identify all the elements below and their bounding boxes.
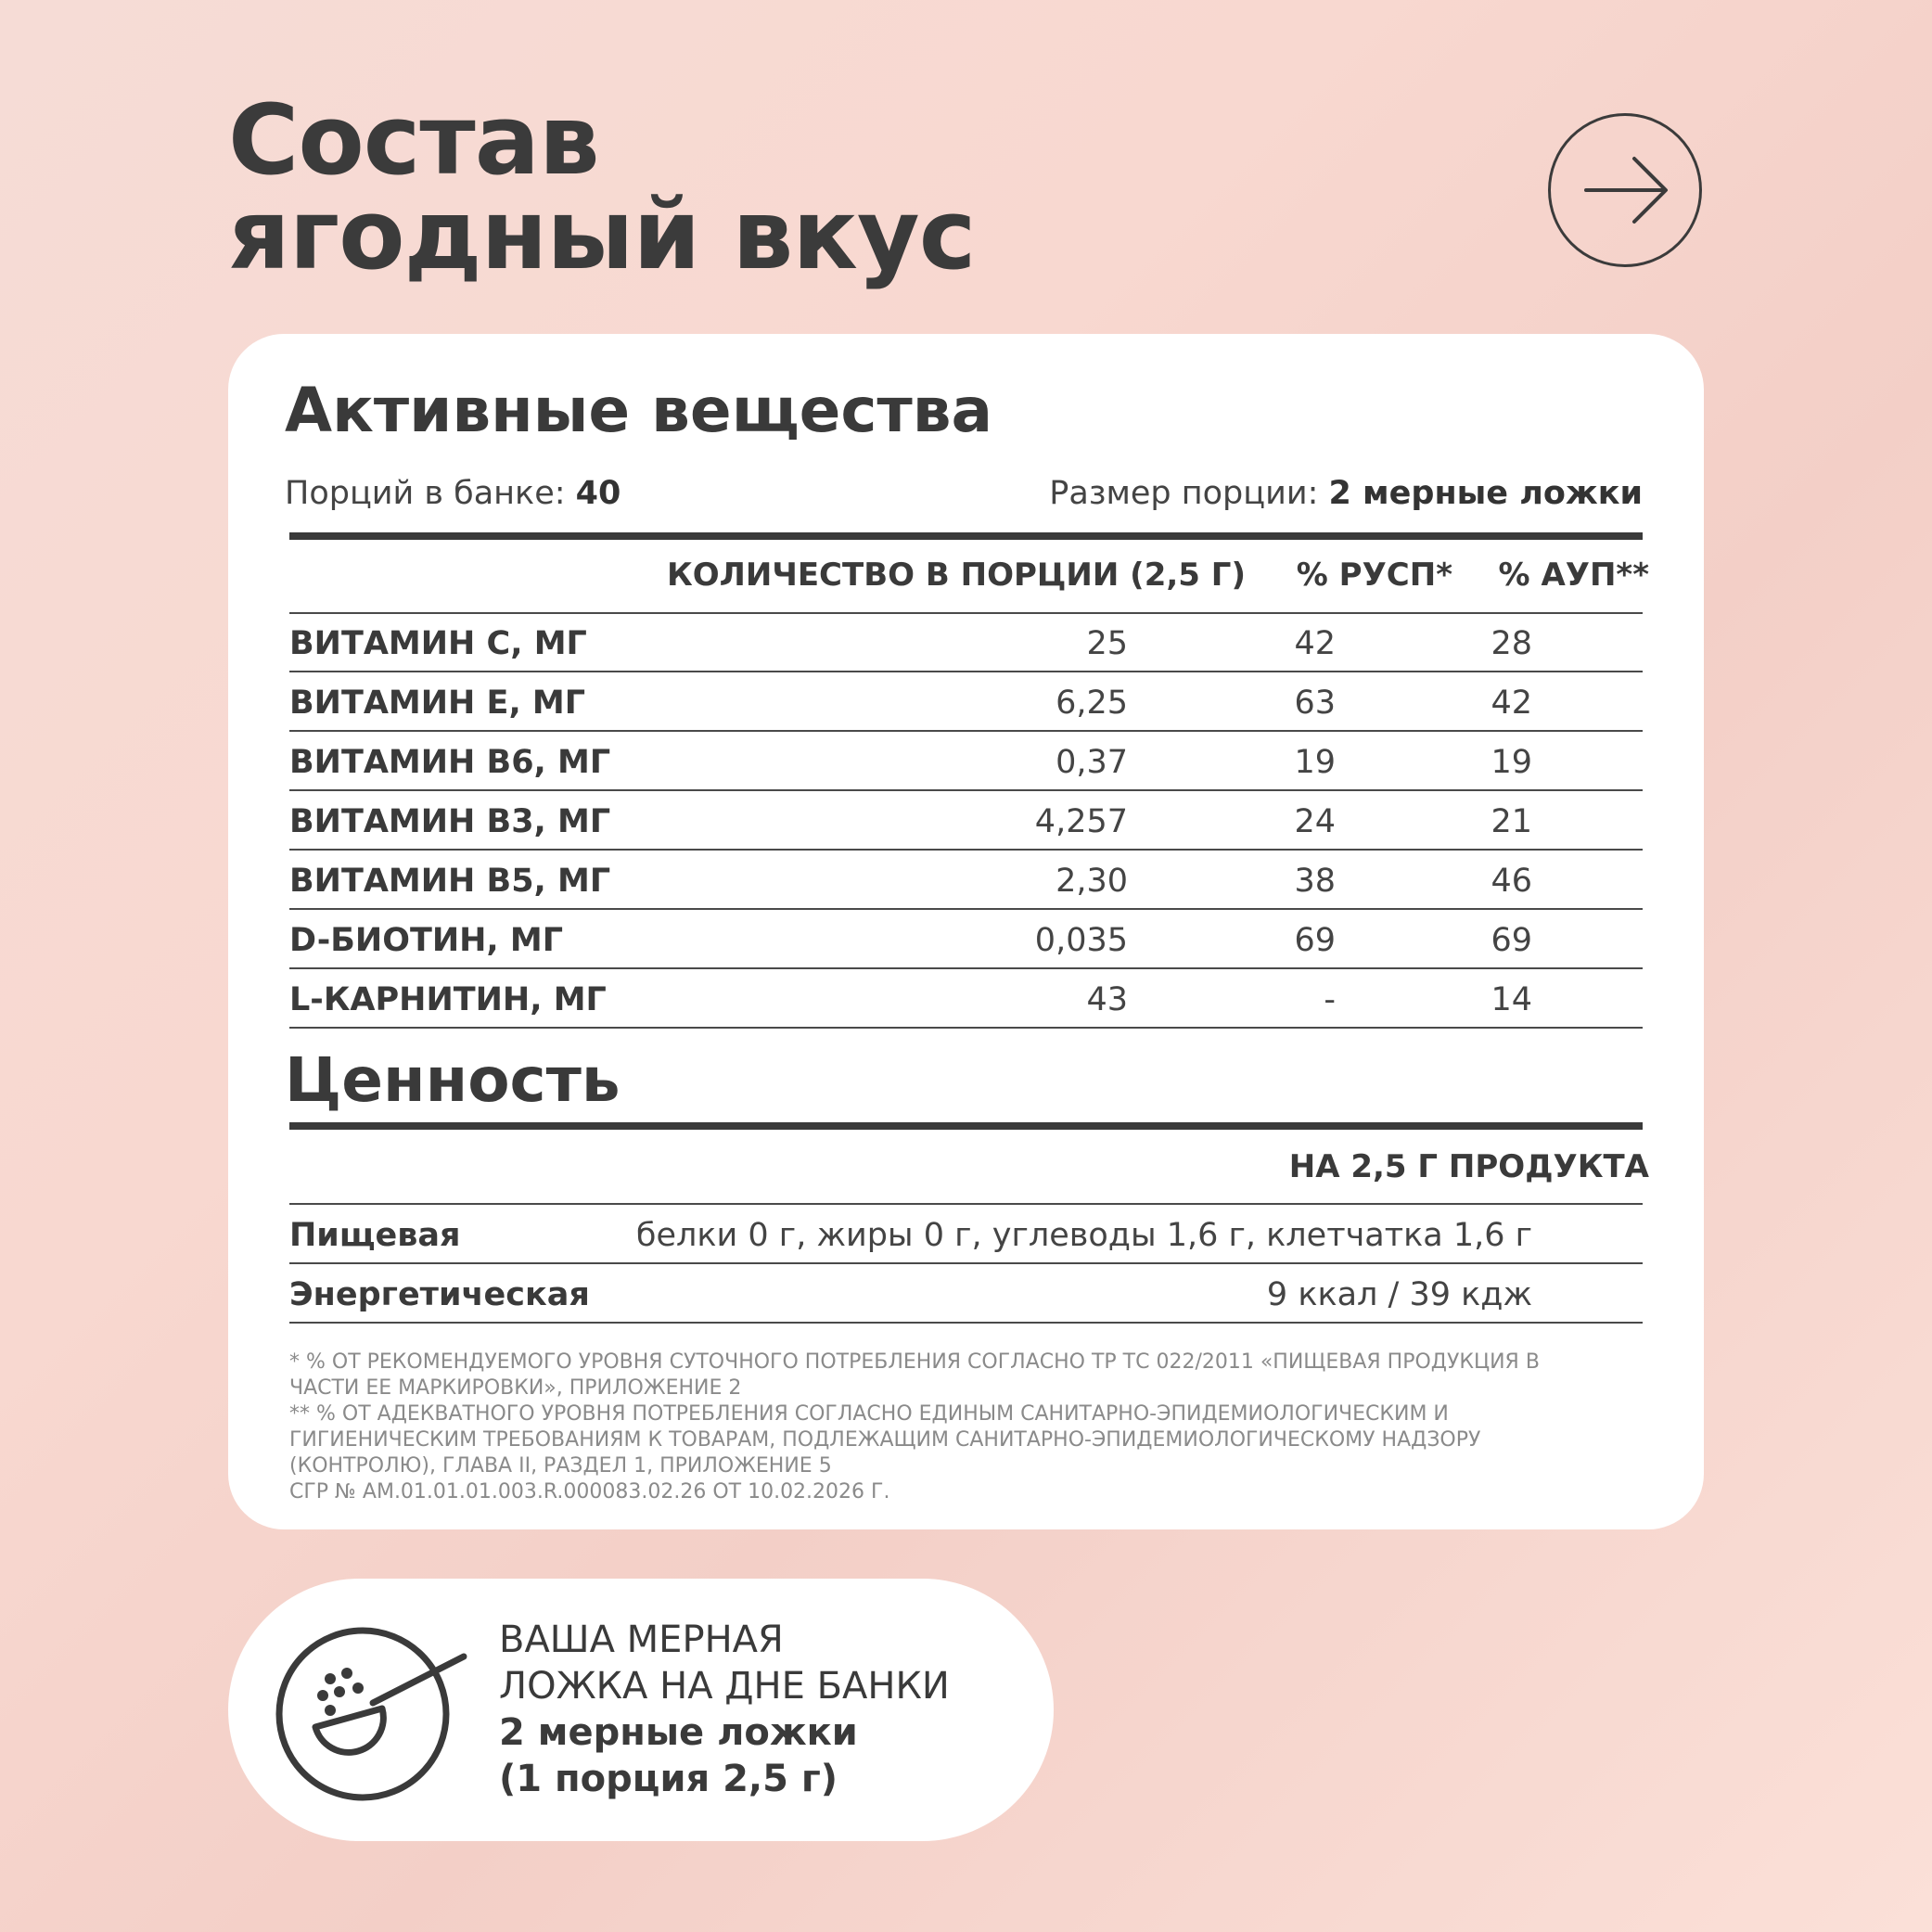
nutrient-aup: 28 bbox=[1491, 625, 1532, 662]
nutrient-name: D-БИОТИН, МГ bbox=[289, 922, 564, 959]
column-header-rusp: % РУСП* bbox=[1296, 557, 1452, 594]
nutrient-amount: 0,37 bbox=[1056, 744, 1128, 781]
measuring-spoon-icon bbox=[275, 1616, 479, 1810]
nutrient-amount: 6,25 bbox=[1056, 685, 1128, 722]
servings-value: 40 bbox=[575, 475, 621, 512]
active-substances-title: Активные вещества bbox=[285, 375, 993, 446]
table-divider bbox=[289, 789, 1643, 791]
table-divider bbox=[289, 730, 1643, 732]
nutrient-amount: 43 bbox=[1086, 981, 1128, 1018]
page-title bbox=[228, 83, 976, 291]
nutrient-amount: 25 bbox=[1086, 625, 1128, 662]
arrow-right-icon bbox=[1551, 116, 1699, 264]
nutrient-aup: 14 bbox=[1491, 981, 1532, 1018]
table-divider bbox=[289, 671, 1643, 672]
serving-size-value: 2 мерные ложки bbox=[1328, 475, 1643, 512]
table-row bbox=[289, 974, 1649, 1033]
table-row bbox=[289, 1269, 1649, 1328]
nutrient-rusp: 38 bbox=[1294, 863, 1336, 900]
footnote-line: (КОНТРОЛЮ), ГЛАВА II, РАЗДЕЛ 1, ПРИЛОЖЕНИЕ 5 bbox=[289, 1454, 832, 1478]
value-amount: 9 ккал / 39 кдж bbox=[1266, 1276, 1532, 1313]
nutrient-amount: 0,035 bbox=[1034, 922, 1128, 959]
table-divider bbox=[289, 908, 1643, 910]
value-name: Энергетическая bbox=[289, 1276, 590, 1313]
table-row bbox=[289, 618, 1649, 677]
page-title-line1: Состав bbox=[228, 83, 599, 197]
nutrient-rusp: 19 bbox=[1294, 744, 1336, 781]
scoop-line3: 2 мерные ложки bbox=[499, 1711, 858, 1754]
scoop-line2: ЛОЖКА НА ДНЕ БАНКИ bbox=[499, 1665, 950, 1708]
nutrient-aup: 21 bbox=[1491, 803, 1532, 840]
nutrient-rusp: 69 bbox=[1294, 922, 1336, 959]
serving-size bbox=[1049, 475, 1643, 512]
table-divider bbox=[289, 1203, 1643, 1205]
nutrient-aup: 42 bbox=[1491, 685, 1532, 722]
table-row bbox=[289, 677, 1649, 736]
footnotes bbox=[289, 1350, 1653, 1505]
footnote-line: ** % ОТ АДЕКВАТНОГО УРОВНЯ ПОТРЕБЛЕНИЯ СОГЛАСНО ЕДИНЫМ САНИТАРНО-ЭПИДЕМИОЛОГИЧЕСКИМ И bbox=[289, 1402, 1449, 1426]
nutrient-rusp: 24 bbox=[1294, 803, 1336, 840]
scoop-line1: ВАША МЕРНАЯ bbox=[499, 1619, 784, 1661]
footnote-line: ГИГИЕНИЧЕСКИМ ТРЕБОВАНИЯМ К ТОВАРАМ, ПОДЛЕЖАЩИМ САНИТАРНО-ЭПИДЕМИОЛОГИЧЕСКОМУ НАДЗОРУ bbox=[289, 1428, 1481, 1452]
table-divider bbox=[289, 967, 1643, 969]
nutrient-aup: 69 bbox=[1491, 922, 1532, 959]
scoop-line4: (1 порция 2,5 г) bbox=[499, 1758, 838, 1800]
table-divider bbox=[289, 1027, 1643, 1029]
table-divider bbox=[289, 849, 1643, 851]
nutrient-rusp: - bbox=[1324, 981, 1336, 1018]
table-row bbox=[289, 736, 1649, 796]
nutrient-name: ВИТАМИН Е, МГ bbox=[289, 685, 586, 722]
scoop-info-text bbox=[499, 1617, 950, 1802]
value-top-divider bbox=[289, 1122, 1643, 1130]
column-header-per-product: НА 2,5 Г ПРОДУКТА bbox=[1288, 1148, 1649, 1185]
table-row bbox=[289, 915, 1649, 974]
table-row bbox=[289, 855, 1649, 915]
table-divider bbox=[289, 1322, 1643, 1324]
servings-per-container bbox=[285, 475, 621, 512]
footnote-line: * % ОТ РЕКОМЕНДУЕМОГО УРОВНЯ СУТОЧНОГО ПОТРЕБЛЕНИЯ СОГЛАСНО ТР ТС 022/2011 «ПИЩЕВАЯ ПРОДУКЦИЯ В bbox=[289, 1350, 1540, 1374]
footnote-line: ЧАСТИ ЕЕ МАРКИРОВКИ», ПРИЛОЖЕНИЕ 2 bbox=[289, 1376, 742, 1400]
nutrient-rusp: 63 bbox=[1294, 685, 1336, 722]
value-name: Пищевая bbox=[289, 1217, 461, 1254]
page-title-line2: ягодный вкус bbox=[228, 178, 976, 291]
nutrient-amount: 2,30 bbox=[1056, 863, 1128, 900]
table-row bbox=[289, 796, 1649, 855]
nutritional-value-title: Ценность bbox=[285, 1044, 621, 1116]
servings-label: Порций в банке: bbox=[285, 475, 566, 512]
table-row bbox=[289, 1209, 1649, 1269]
nutrient-aup: 46 bbox=[1491, 863, 1532, 900]
footnote-line: СГР № AM.01.01.01.003.R.000083.02.26 ОТ 10.02.2026 Г. bbox=[289, 1480, 890, 1503]
nutrient-rusp: 42 bbox=[1294, 625, 1336, 662]
table-divider bbox=[289, 1262, 1643, 1264]
table-top-divider bbox=[289, 532, 1643, 540]
column-header-amount: КОЛИЧЕСТВО В ПОРЦИИ (2,5 Г) bbox=[666, 557, 1246, 594]
nutrient-aup: 19 bbox=[1491, 744, 1532, 781]
nutrient-name: ВИТАМИН В6, МГ bbox=[289, 744, 611, 781]
nutrient-name: ВИТАМИН В5, МГ bbox=[289, 863, 611, 900]
column-header-aup: % АУП** bbox=[1498, 557, 1649, 594]
table-divider bbox=[289, 612, 1643, 614]
nutrient-name: L-КАРНИТИН, МГ bbox=[289, 981, 607, 1018]
next-arrow-button[interactable] bbox=[1548, 113, 1702, 267]
nutrient-name: ВИТАМИН С, МГ bbox=[289, 625, 587, 662]
nutrient-name: ВИТАМИН В3, МГ bbox=[289, 803, 611, 840]
nutrient-amount: 4,257 bbox=[1034, 803, 1128, 840]
value-amount: белки 0 г, жиры 0 г, углеводы 1,6 г, клетчатка 1,6 г bbox=[635, 1217, 1532, 1254]
serving-size-label: Размер порции: bbox=[1049, 475, 1319, 512]
